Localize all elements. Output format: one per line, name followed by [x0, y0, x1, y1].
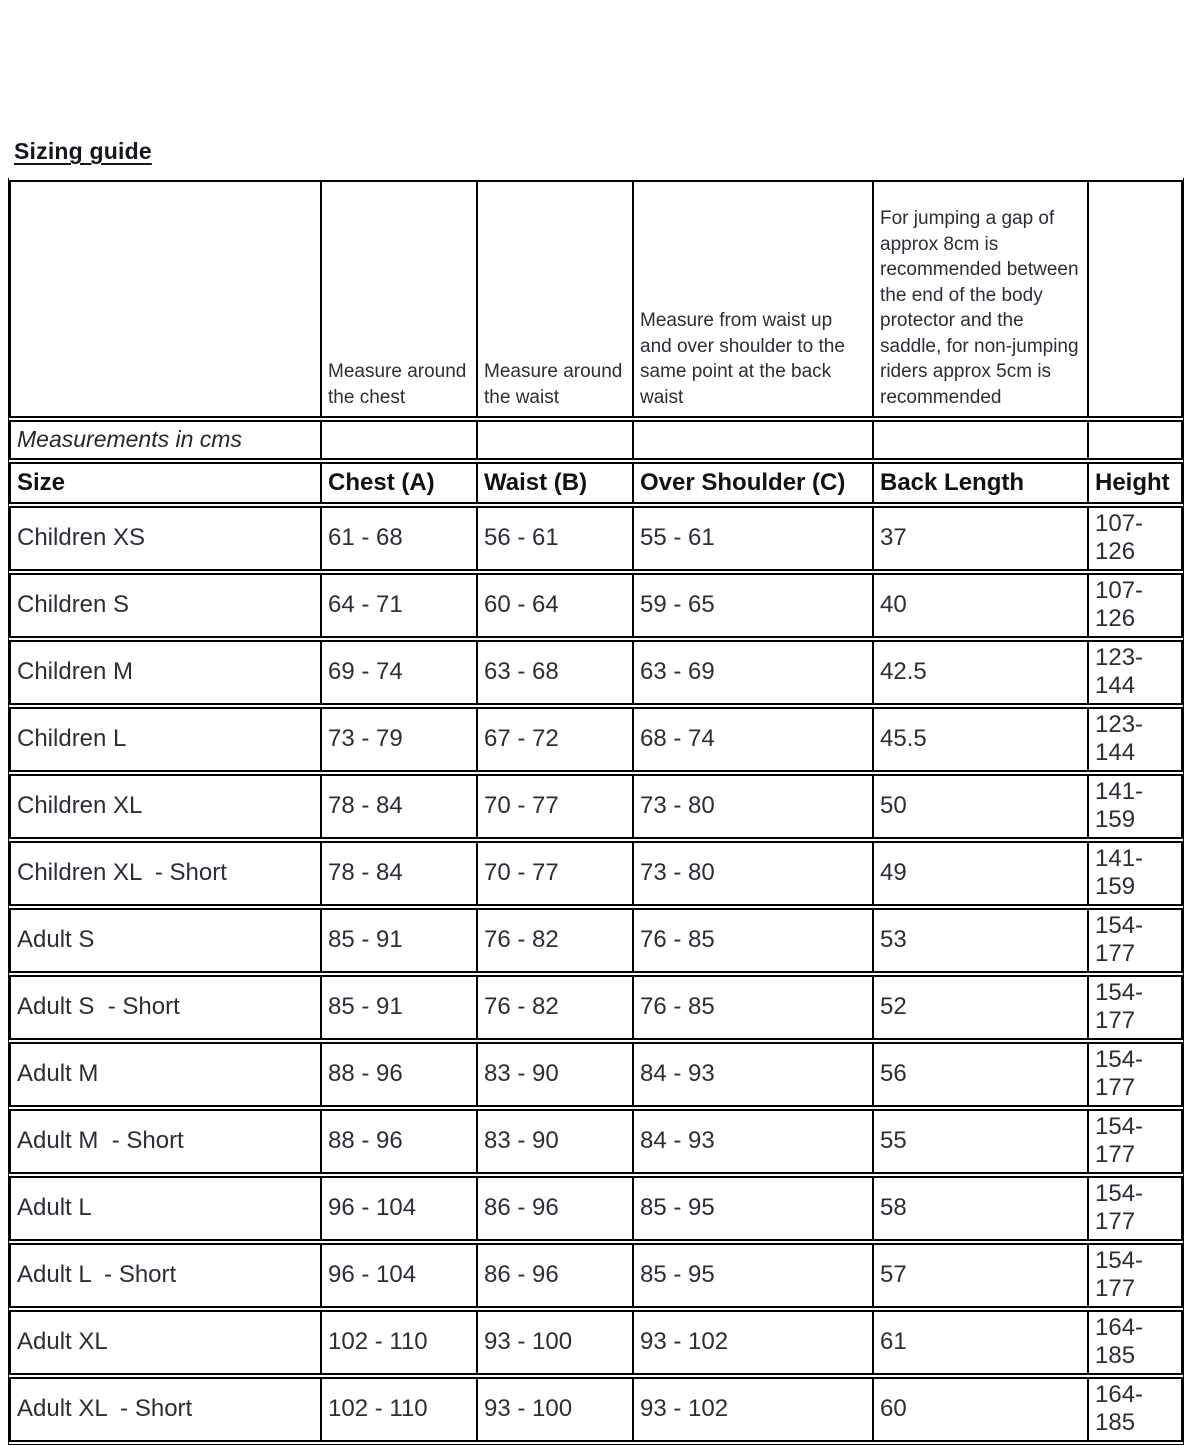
cell-size: Adult L	[9, 1176, 321, 1241]
units-note: Measurements in cms	[9, 420, 321, 460]
column-header-row	[9, 462, 1183, 504]
table-row	[9, 1176, 1183, 1241]
cell-chest: 102 - 110	[321, 1377, 477, 1442]
page-title: Sizing guide	[14, 138, 152, 164]
desc-cell-over-shoulder: Measure from waist up and over shoulder to the same point at the back waist	[633, 180, 873, 418]
desc-cell-size	[9, 180, 321, 418]
units-empty-cell	[477, 420, 633, 460]
cell-size: Adult S	[9, 908, 321, 973]
table-row	[9, 573, 1183, 638]
units-empty-cell	[873, 420, 1088, 460]
cell-over-shoulder: 85 - 95	[633, 1176, 873, 1241]
cell-chest: 96 - 104	[321, 1243, 477, 1308]
table-row	[9, 908, 1183, 973]
cell-chest: 96 - 104	[321, 1176, 477, 1241]
cell-waist: 76 - 82	[477, 908, 633, 973]
cell-chest: 102 - 110	[321, 1310, 477, 1375]
sizing-table	[8, 178, 1184, 1445]
cell-chest: 69 - 74	[321, 640, 477, 705]
table-row	[9, 1310, 1183, 1375]
col-header-back-length: Back Length	[873, 462, 1088, 504]
table-row	[9, 774, 1183, 839]
cell-waist: 86 - 96	[477, 1176, 633, 1241]
cell-size: Children XL	[9, 774, 321, 839]
cell-over-shoulder: 63 - 69	[633, 640, 873, 705]
cell-height: 154-177	[1088, 1109, 1183, 1174]
cell-back-length: 42.5	[873, 640, 1088, 705]
cell-height: 154-177	[1088, 975, 1183, 1040]
cell-back-length: 45.5	[873, 707, 1088, 772]
cell-size: Adult XL - Short	[9, 1377, 321, 1442]
cell-height: 154-177	[1088, 1042, 1183, 1107]
table-row	[9, 640, 1183, 705]
cell-over-shoulder: 59 - 65	[633, 573, 873, 638]
cell-waist: 93 - 100	[477, 1377, 633, 1442]
units-empty-cell	[321, 420, 477, 460]
table-row	[9, 1042, 1183, 1107]
cell-height: 107-126	[1088, 573, 1183, 638]
cell-size: Adult L - Short	[9, 1243, 321, 1308]
cell-over-shoulder: 55 - 61	[633, 506, 873, 571]
col-header-height: Height	[1088, 462, 1183, 504]
cell-back-length: 50	[873, 774, 1088, 839]
cell-height: 141-159	[1088, 774, 1183, 839]
desc-cell-chest: Measure around the chest	[321, 180, 477, 418]
cell-over-shoulder: 84 - 93	[633, 1042, 873, 1107]
cell-over-shoulder: 85 - 95	[633, 1243, 873, 1308]
cell-chest: 64 - 71	[321, 573, 477, 638]
cell-chest: 78 - 84	[321, 841, 477, 906]
cell-waist: 63 - 68	[477, 640, 633, 705]
desc-cell-waist: Measure around the waist	[477, 180, 633, 418]
cell-height: 164-185	[1088, 1377, 1183, 1442]
cell-height: 123-144	[1088, 707, 1183, 772]
units-row	[9, 420, 1183, 460]
cell-waist: 93 - 100	[477, 1310, 633, 1375]
cell-size: Adult M	[9, 1042, 321, 1107]
cell-height: 141-159	[1088, 841, 1183, 906]
cell-chest: 73 - 79	[321, 707, 477, 772]
cell-over-shoulder: 76 - 85	[633, 908, 873, 973]
cell-chest: 85 - 91	[321, 975, 477, 1040]
cell-back-length: 55	[873, 1109, 1088, 1174]
cell-waist: 76 - 82	[477, 975, 633, 1040]
col-header-size: Size	[9, 462, 321, 504]
desc-cell-back-length: For jumping a gap of approx 8cm is recommended between the end of the body protector and the saddle, for non-jumping riders approx 5cm is recommended	[873, 180, 1088, 418]
cell-size: Adult XL	[9, 1310, 321, 1375]
table-row	[9, 506, 1183, 571]
cell-back-length: 56	[873, 1042, 1088, 1107]
col-header-over-shoulder: Over Shoulder (C)	[633, 462, 873, 504]
description-row	[9, 180, 1183, 418]
cell-over-shoulder: 76 - 85	[633, 975, 873, 1040]
cell-size: Children L	[9, 707, 321, 772]
table-body	[9, 506, 1183, 1442]
table-row	[9, 1377, 1183, 1442]
cell-back-length: 60	[873, 1377, 1088, 1442]
table-header-block	[9, 180, 1183, 504]
cell-waist: 67 - 72	[477, 707, 633, 772]
cell-chest: 85 - 91	[321, 908, 477, 973]
cell-back-length: 61	[873, 1310, 1088, 1375]
cell-waist: 86 - 96	[477, 1243, 633, 1308]
cell-height: 154-177	[1088, 908, 1183, 973]
cell-height: 123-144	[1088, 640, 1183, 705]
cell-height: 154-177	[1088, 1176, 1183, 1241]
col-header-waist: Waist (B)	[477, 462, 633, 504]
cell-height: 107-126	[1088, 506, 1183, 571]
cell-size: Children S	[9, 573, 321, 638]
cell-chest: 88 - 96	[321, 1109, 477, 1174]
units-empty-cell	[1088, 420, 1183, 460]
cell-waist: 60 - 64	[477, 573, 633, 638]
cell-chest: 61 - 68	[321, 506, 477, 571]
cell-back-length: 58	[873, 1176, 1088, 1241]
cell-back-length: 49	[873, 841, 1088, 906]
cell-back-length: 37	[873, 506, 1088, 571]
cell-waist: 70 - 77	[477, 841, 633, 906]
cell-over-shoulder: 73 - 80	[633, 774, 873, 839]
cell-waist: 83 - 90	[477, 1109, 633, 1174]
cell-back-length: 40	[873, 573, 1088, 638]
cell-back-length: 57	[873, 1243, 1088, 1308]
table-row	[9, 1243, 1183, 1308]
cell-size: Children M	[9, 640, 321, 705]
cell-over-shoulder: 84 - 93	[633, 1109, 873, 1174]
table-row	[9, 841, 1183, 906]
cell-chest: 88 - 96	[321, 1042, 477, 1107]
cell-waist: 56 - 61	[477, 506, 633, 571]
cell-size: Children XS	[9, 506, 321, 571]
cell-back-length: 53	[873, 908, 1088, 973]
col-header-chest: Chest (A)	[321, 462, 477, 504]
cell-over-shoulder: 68 - 74	[633, 707, 873, 772]
cell-size: Adult S - Short	[9, 975, 321, 1040]
cell-back-length: 52	[873, 975, 1088, 1040]
cell-over-shoulder: 73 - 80	[633, 841, 873, 906]
cell-size: Adult M - Short	[9, 1109, 321, 1174]
cell-size: Children XL - Short	[9, 841, 321, 906]
cell-waist: 83 - 90	[477, 1042, 633, 1107]
cell-height: 154-177	[1088, 1243, 1183, 1308]
table-row	[9, 1109, 1183, 1174]
cell-over-shoulder: 93 - 102	[633, 1377, 873, 1442]
cell-waist: 70 - 77	[477, 774, 633, 839]
cell-height: 164-185	[1088, 1310, 1183, 1375]
cell-chest: 78 - 84	[321, 774, 477, 839]
table-row	[9, 975, 1183, 1040]
units-empty-cell	[633, 420, 873, 460]
desc-cell-height	[1088, 180, 1183, 418]
cell-over-shoulder: 93 - 102	[633, 1310, 873, 1375]
table-row	[9, 707, 1183, 772]
